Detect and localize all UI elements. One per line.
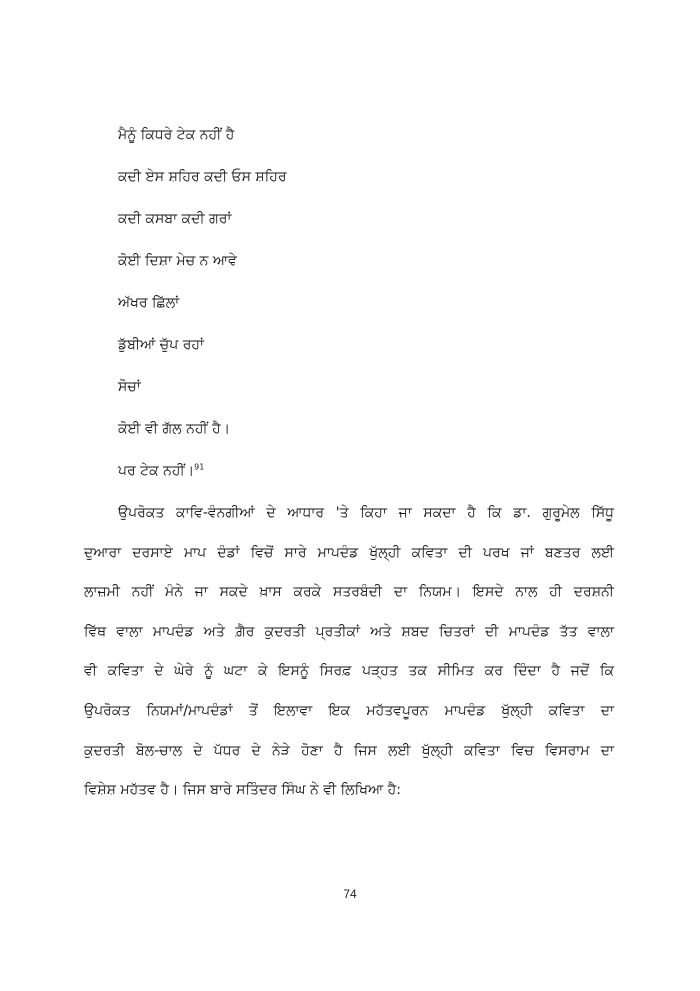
poem-line: ਕਦੀ ਕਸਬਾ ਕਦੀ ਗਰਾਂ	[118, 211, 232, 227]
footnote-reference: 91	[194, 462, 205, 472]
paragraph-line: ਵੀ ਕਵਿਤਾ ਦੇ ਘੇਰੇ ਨੂੰ ਘਟਾ ਕੇ ਇਸਨੂੰ ਸਿਰਫ਼ ਪੜ੍ਹਤ ਤਕ ਸੀਮਿਤ ਕਰ ਦਿੰਦਾ ਹੈ ਜਦੋਂ ਕਿ	[84, 663, 614, 680]
body-paragraph	[84, 500, 614, 817]
page-number: 74	[343, 887, 357, 901]
paragraph-line: ਵਿੱਥ ਵਾਲਾ ਮਾਪਦੰਡ ਅਤੇ ਗ਼ੈਰ ਕੁਦਰਤੀ ਪ੍ਰਤੀਕਾਂ ਅਤੇ ਸ਼ਬਦ ਚਿਤਰਾਂ ਦੀ ਮਾਪਦੰਡ ਤੱਤ ਵਾਲਾ	[84, 623, 614, 640]
paragraph-line: ਕੁਦਰਤੀ ਬੋਲ-ਚਾਲ ਦੇ ਪੱਧਰ ਦੇ ਨੇੜੇ ਹੋਣਾ ਹੈ ਜਿਸ ਲਈ ਖੁੱਲ੍ਹੀ ਕਵਿਤਾ ਵਿਚ ਵਿਸਰਾਮ ਦਾ	[84, 742, 614, 759]
poem-line: ਅੱਖਰ ਛਿੱਲਾਂ	[118, 295, 180, 311]
paragraph-line: ਲਾਜ਼ਮੀ ਨਹੀਂ ਮੰਨੇ ਜਾ ਸਕਦੇ ਖ਼ਾਸ ਕਰਕੇ ਸਤਰਬੰਦੀ ਦਾ ਨਿਯਮ। ਇਸਦੇ ਨਾਲ ਹੀ ਦਰਸ਼ਨੀ	[84, 584, 614, 601]
poem-line: ਡੁੱਬੀਆਂ ਚੁੱਪ ਰਹਾਂ	[118, 337, 204, 353]
paragraph-line: ਉਪਰੋਕਤ ਨਿਯਮਾਂ/ਮਾਪਦੰਡਾਂ ਤੋਂ ਇਲਾਵਾ ਇਕ ਮਹੱਤਵਪੂਰਨ ਮਾਪਦੰਡ ਖੁੱਲ੍ਹੀ ਕਵਿਤਾ ਦਾ	[84, 702, 614, 719]
poem-line: ਕੋਈ ਦਿਸ਼ਾ ਮੇਚ ਨ ਆਵੇ	[118, 253, 237, 269]
paragraph-line: ਉਪਰੋਕਤ ਕਾਵਿ-ਵੰਨਗੀਆਂ ਦੇ ਆਧਾਰ 'ਤੇ ਕਿਹਾ ਜਾ ਸਕਦਾ ਹੈ ਕਿ ਡਾ. ਗੁਰੂਮੇਲ ਸਿੱਧੂ	[118, 505, 614, 521]
poem-quote	[118, 122, 287, 500]
poem-line: ਸੋਚਾਂ	[118, 379, 141, 395]
poem-line: ਕੋਈ ਵੀ ਗੱਲ ਨਹੀਂ ਹੈ।	[118, 421, 231, 437]
paragraph-line: ਦੁਆਰਾ ਦਰਸਾਏ ਮਾਪ ਦੰਡਾਂ ਵਿਚੋਂ ਸਾਰੇ ਮਾਪਦੰਡ ਖੁੱਲ੍ਹੀ ਕਵਿਤਾ ਦੀ ਪਰਖ ਜਾਂ ਬਣਤਰ ਲਈ	[84, 544, 614, 561]
poem-line-last	[118, 458, 287, 500]
poem-line-text: ਪਰ ਟੇਕ ਨਹੀਂ।	[118, 463, 195, 479]
poem-line: ਕਦੀ ਏਸ ਸ਼ਹਿਰ ਕਦੀ ਓਸ ਸ਼ਹਿਰ	[118, 169, 287, 185]
poem-line: ਮੈਨੂੰ ਕਿਧਰੇ ਟੇਕ ਨਹੀਂ ਹੈ	[118, 127, 235, 143]
paragraph-line: ਵਿਸ਼ੇਸ਼ ਮਹੱਤਵ ਹੈ। ਜਿਸ ਬਾਰੇ ਸਤਿੰਦਰ ਸਿੰਘ ਨੇ ਵੀ ਲਿਖਿਆ ਹੈ:	[84, 782, 401, 799]
